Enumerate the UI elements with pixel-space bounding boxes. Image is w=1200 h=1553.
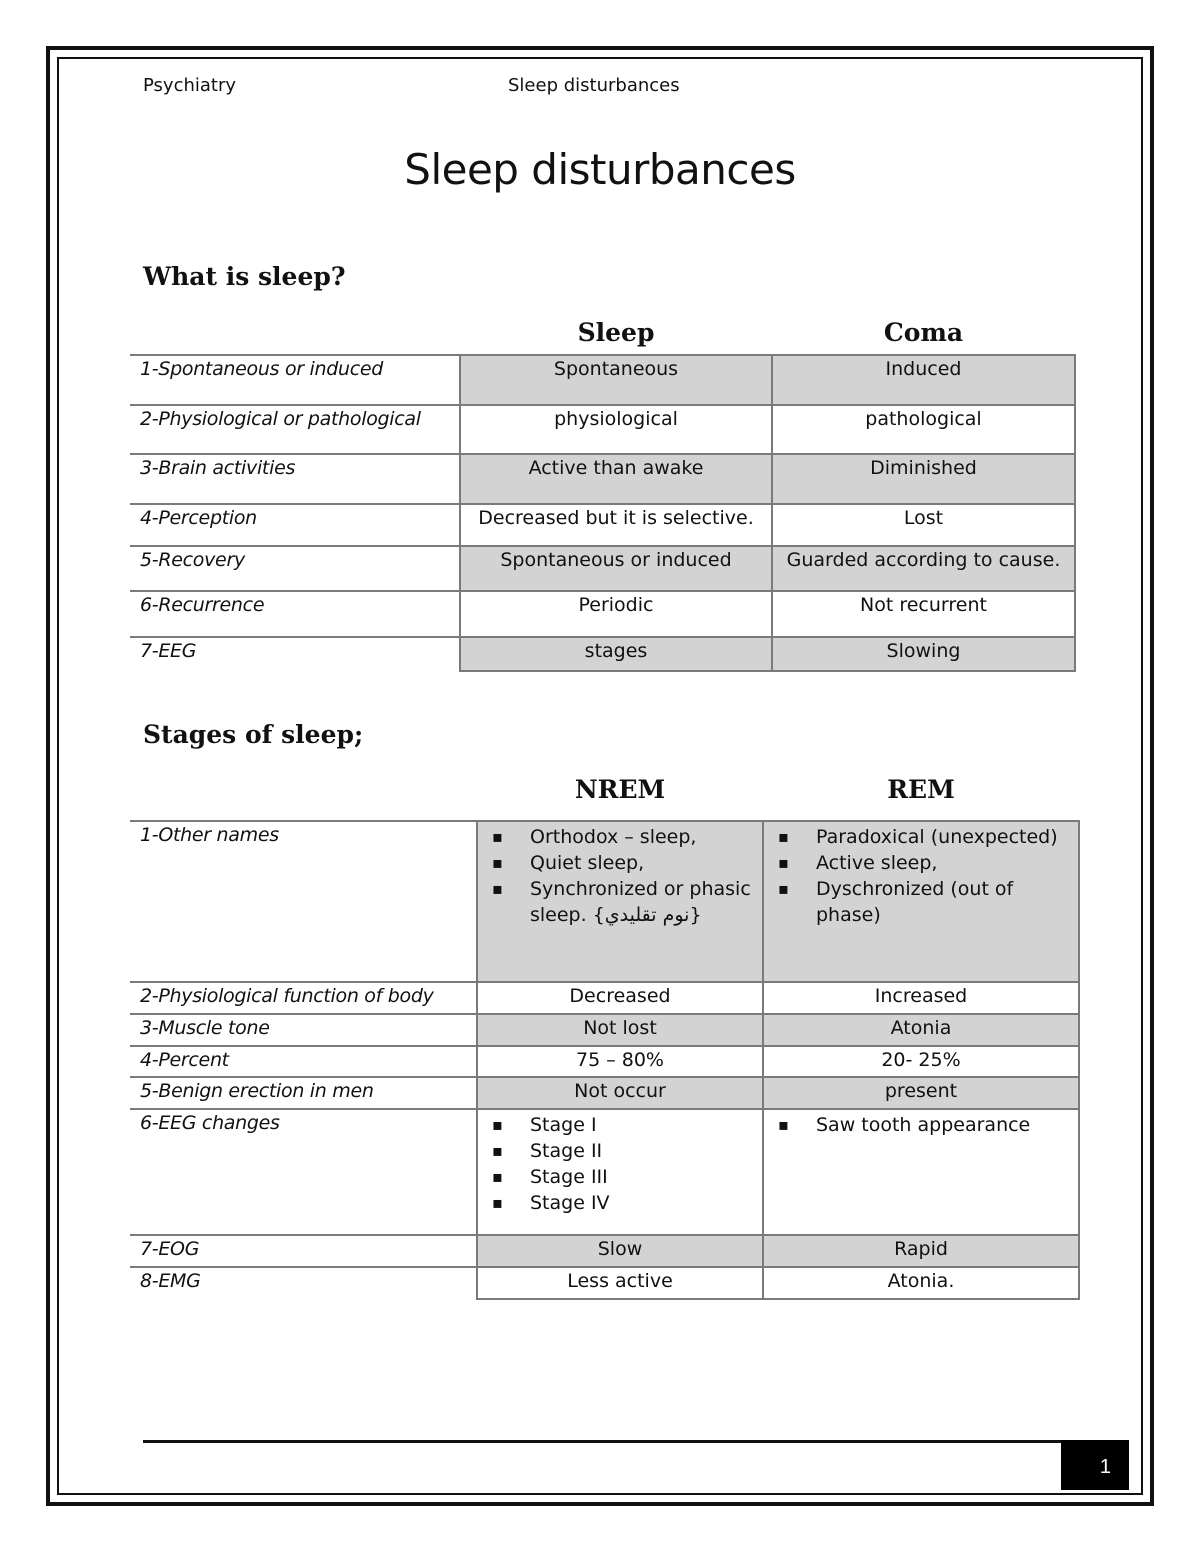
coma-cell: Not recurrent [772, 591, 1075, 637]
coma-cell: Guarded according to cause. [772, 546, 1075, 591]
section-heading-what-is-sleep: What is sleep? [143, 262, 346, 291]
list-item: ▪ Stage II [484, 1138, 756, 1164]
nrem-cell: Not lost [477, 1014, 763, 1046]
nrem-cell: Less active [477, 1267, 763, 1299]
sleep-cell: Periodic [460, 591, 772, 637]
list-item: ▪ Stage I [484, 1112, 756, 1138]
list-item: ▪ Active sleep, [770, 850, 1072, 876]
rem-eeg-cell [763, 1109, 1079, 1235]
nrem-eeg-list [484, 1112, 756, 1216]
column-header-nrem: NREM [574, 775, 666, 804]
coma-cell: Lost [772, 504, 1075, 546]
sleep-cell: Spontaneous [460, 355, 772, 405]
sleep-vs-coma-table [130, 354, 1076, 672]
section-heading-stages-of-sleep: Stages of sleep; [143, 720, 364, 749]
rem-cell: Atonia. [763, 1267, 1079, 1299]
footer-rule [143, 1440, 1061, 1443]
nrem-cell: Slow [477, 1235, 763, 1267]
table-row [130, 821, 1079, 982]
list-item: ▪ Orthodox – sleep, [484, 824, 756, 850]
row-label: 1-Other names [130, 821, 477, 982]
list-item: ▪ Stage IV [484, 1190, 756, 1216]
page-title: Sleep disturbances [404, 145, 796, 194]
rem-cell: Atonia [763, 1014, 1079, 1046]
row-label: 6-Recurrence [130, 591, 460, 637]
coma-cell: Diminished [772, 454, 1075, 504]
list-item: ▪ Synchronized or phasic sleep. {نوم تقليدي} [484, 876, 756, 928]
row-label: 6-EEG changes [130, 1109, 477, 1235]
column-header-sleep: Sleep [577, 318, 655, 347]
table-row [130, 1235, 1079, 1267]
coma-cell: Induced [772, 355, 1075, 405]
table-row [130, 982, 1079, 1014]
nrem-other-names-cell [477, 821, 763, 982]
rem-cell: present [763, 1077, 1079, 1109]
coma-cell: Slowing [772, 637, 1075, 671]
table-row [130, 1046, 1079, 1077]
nrem-cell: Decreased [477, 982, 763, 1014]
row-label: 7-EEG [130, 637, 460, 671]
list-item: ▪ Saw tooth appearance [770, 1112, 1072, 1138]
list-item: ▪ Stage III [484, 1164, 756, 1190]
table-row [130, 1109, 1079, 1235]
nrem-vs-rem-table [130, 820, 1080, 1300]
row-label: 1-Spontaneous or induced [130, 355, 460, 405]
rem-other-names-list [770, 824, 1072, 928]
nrem-other-names-list [484, 824, 756, 928]
sleep-cell: Decreased but it is selective. [460, 504, 772, 546]
sleep-cell: stages [460, 637, 772, 671]
column-header-coma: Coma [883, 318, 964, 347]
row-label: 5-Recovery [130, 546, 460, 591]
table-row [130, 355, 1075, 405]
sleep-cell: Active than awake [460, 454, 772, 504]
row-label: 3-Muscle tone [130, 1014, 477, 1046]
nrem-eeg-cell [477, 1109, 763, 1235]
rem-eeg-list [770, 1112, 1072, 1138]
list-item: ▪ Dyschronized (out of phase) [770, 876, 1072, 928]
page-number: 1 [1061, 1440, 1129, 1490]
row-label: 2-Physiological or pathological [130, 405, 460, 454]
coma-cell: pathological [772, 405, 1075, 454]
table-row [130, 546, 1075, 591]
nrem-cell: Not occur [477, 1077, 763, 1109]
table-row [130, 504, 1075, 546]
table-row [130, 1014, 1079, 1046]
table-row [130, 454, 1075, 504]
nrem-cell: 75 – 80% [477, 1046, 763, 1077]
row-label: 3-Brain activities [130, 454, 460, 504]
row-label: 7-EOG [130, 1235, 477, 1267]
row-label: 8-EMG [130, 1267, 477, 1299]
table-row [130, 1267, 1079, 1299]
rem-cell: Increased [763, 982, 1079, 1014]
row-label: 4-Percent [130, 1046, 477, 1077]
rem-cell: Rapid [763, 1235, 1079, 1267]
header-topic: Sleep disturbances [508, 75, 680, 96]
sleep-cell: physiological [460, 405, 772, 454]
table-row [130, 405, 1075, 454]
rem-other-names-cell [763, 821, 1079, 982]
row-label: 2-Physiological function of body [130, 982, 477, 1014]
header-subject: Psychiatry [143, 75, 237, 96]
list-item: ▪ Quiet sleep, [484, 850, 756, 876]
sleep-cell: Spontaneous or induced [460, 546, 772, 591]
rem-cell: 20- 25% [763, 1046, 1079, 1077]
row-label: 5-Benign erection in men [130, 1077, 477, 1109]
list-item: ▪ Paradoxical (unexpected) [770, 824, 1072, 850]
table-row [130, 1077, 1079, 1109]
column-header-rem: REM [887, 775, 955, 804]
table-row [130, 591, 1075, 637]
row-label: 4-Perception [130, 504, 460, 546]
table-row [130, 637, 1075, 671]
